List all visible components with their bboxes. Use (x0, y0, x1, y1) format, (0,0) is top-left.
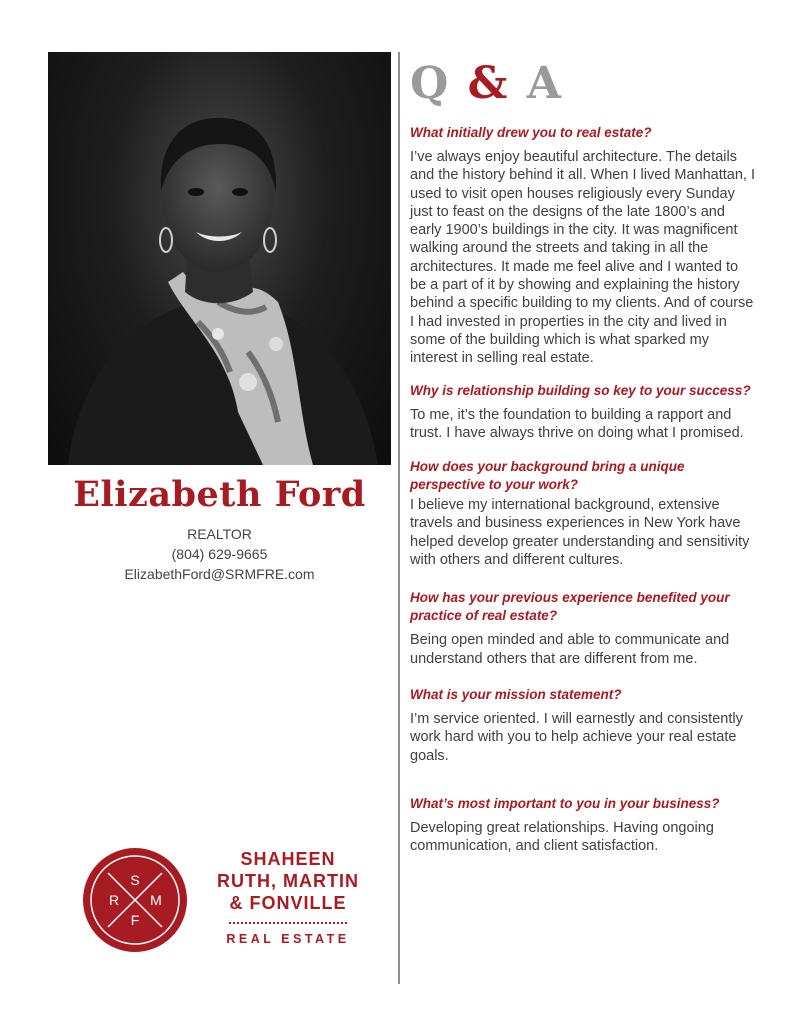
logo-letter-m: M (150, 892, 162, 908)
brand-subtitle: REAL ESTATE (226, 932, 350, 946)
qa-question: What initially drew you to real estate? (410, 125, 652, 140)
qa-heading-q: Q (410, 58, 451, 109)
brand-line-2: RUTH, MARTIN (217, 871, 359, 891)
qa-answer: Developing great relationships. Having ongoing communication, and client satisfaction. (410, 819, 714, 855)
qa-question: Why is relationship building so key to your success? (410, 382, 751, 398)
qa-question: What is your mission statement? (410, 686, 622, 702)
qa-answer: I’m service oriented. I will earnestly and consistently work hard with you to help achieve your real estate goals. (410, 710, 743, 764)
qa-item (410, 382, 755, 443)
qa-answer: Being open minded and able to communicate and understand others that are different from me. (410, 632, 730, 667)
agent-title: REALTOR (187, 526, 252, 542)
qa-heading (410, 58, 563, 109)
srmf-logo-emblem (82, 847, 188, 953)
agent-email[interactable]: ElizabethFord@SRMFRE.com (124, 566, 315, 582)
contact-block (48, 524, 391, 584)
agent-portrait-photo (48, 52, 391, 465)
qa-item (410, 458, 755, 569)
qa-item (410, 686, 755, 765)
qa-question: How does your background bring a unique perspective to your work? (410, 459, 685, 493)
qa-answer: I believe my international background, extensive travels and business experiences in New York have helped develop greater understanding and sensitivity with others and different cultures. (410, 497, 750, 569)
qa-answer: To me, it’s the foundation to building a rapport and trust. I have always thrive on doing what I promised. (410, 406, 744, 441)
qa-item (410, 589, 755, 668)
agent-phone[interactable]: (804) 629-9665 (171, 546, 268, 562)
qa-section (410, 124, 755, 855)
brand-line-1: SHAHEEN (240, 849, 336, 869)
qa-item (410, 795, 755, 856)
qa-heading-a: A (526, 58, 563, 109)
brand-line-3: & FONVILLE (229, 893, 347, 913)
qa-answer: I’ve always enjoy beautiful architecture. The details and the history behind it all. When I lived Manhattan, I used to visit open houses religiously every Sunday just to feast on the designs of the late 1800’s and early 1900’s buildings in the city. It was magnificent walking around the streets and taking in all the architectures. It made me feel alive and I wanted to be a part of it by showing and explaining the history behind a specific building to my clients. And of course I had invested in properties in the city and lived in some of the building which is what sparked my interest in selling real estate. (410, 149, 755, 367)
logo-letter-s: S (130, 872, 140, 888)
agent-name: Elizabeth Ford (73, 474, 366, 515)
logo-letter-r: R (108, 892, 120, 908)
qa-question: How has your previous experience benefited your practice of real estate? (410, 590, 730, 624)
logo-letter-f: F (130, 912, 140, 928)
qa-question: What’s most important to you in your business? (410, 795, 720, 811)
qa-item (410, 124, 755, 368)
brand-dotted-rule (229, 922, 347, 924)
vertical-divider (398, 52, 400, 984)
qa-heading-ampersand: & (467, 58, 510, 109)
brokerage-wordmark (208, 848, 368, 946)
